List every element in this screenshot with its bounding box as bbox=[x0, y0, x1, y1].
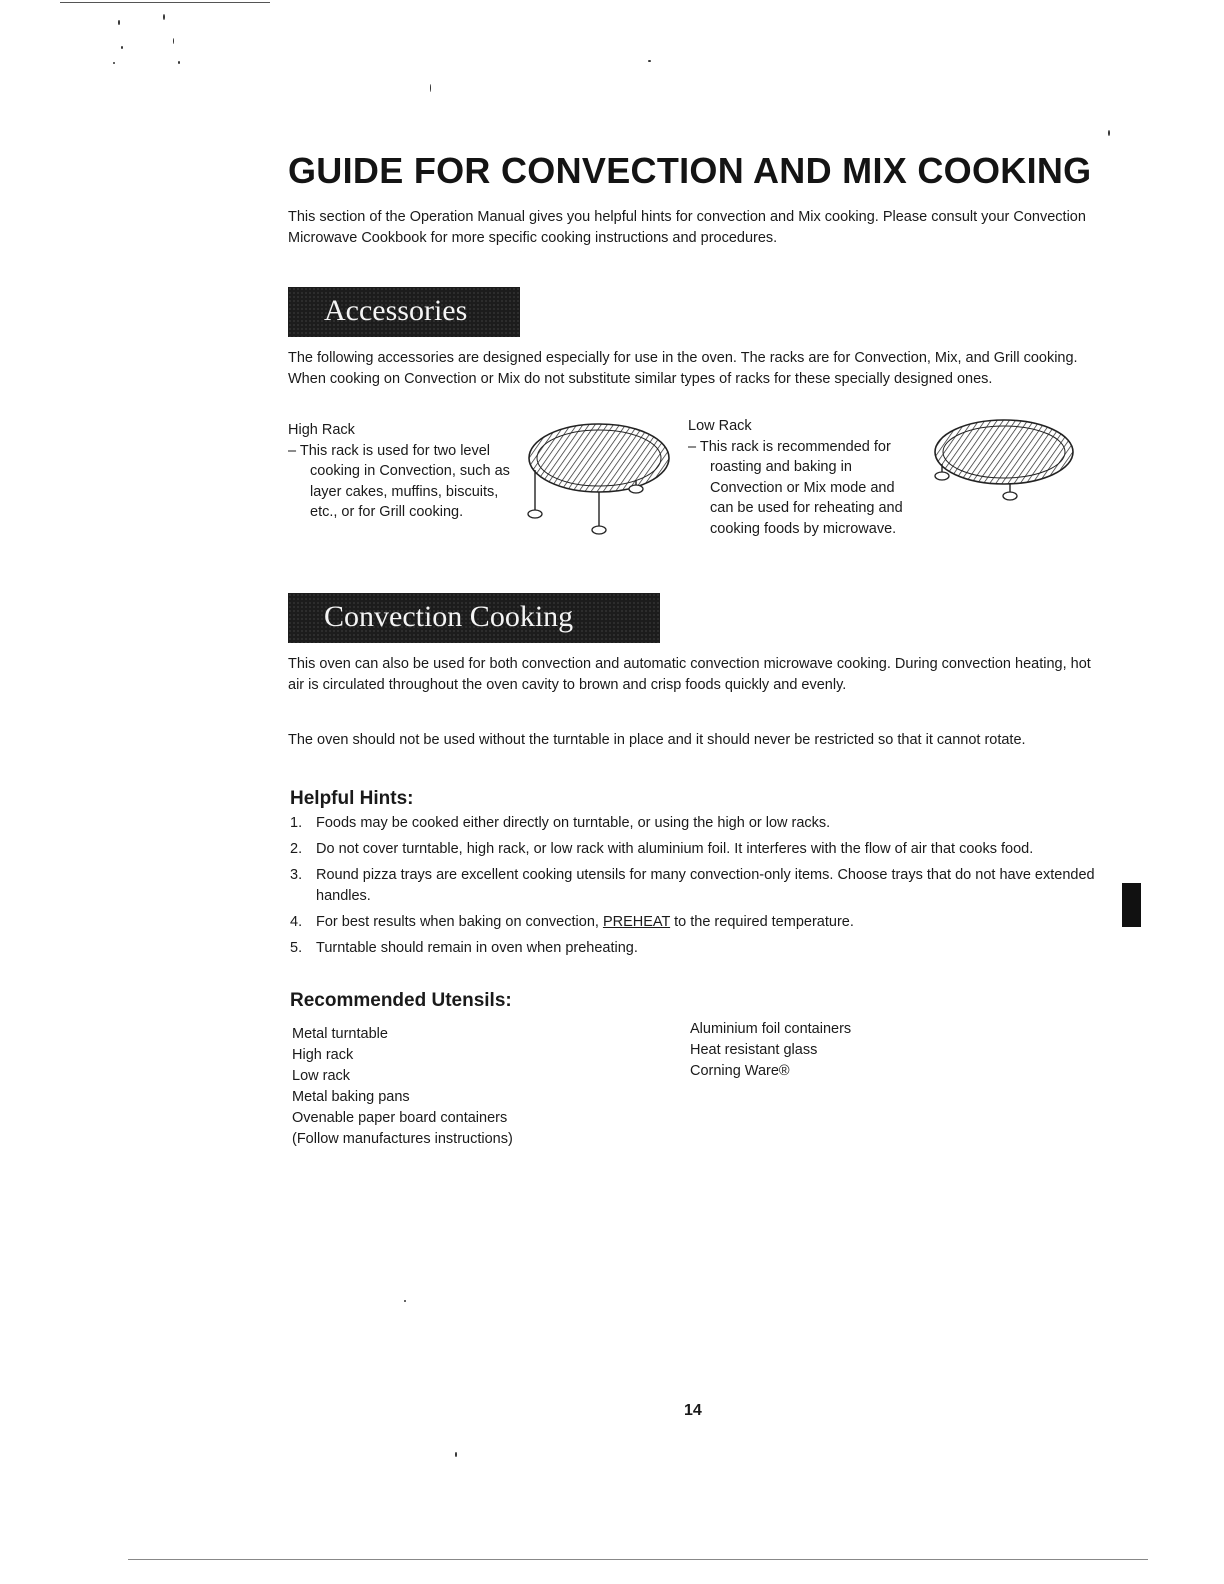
list-item-text: Turntable should remain in oven when preheating. bbox=[316, 940, 638, 956]
high-rack-description: – This rack is used for two level cooking in Convection, such as layer cakes, muffins, biscuits, etc., or for Grill cooking. bbox=[288, 442, 510, 520]
list-item bbox=[290, 912, 1096, 933]
list-item-text-end: to the required temperature. bbox=[670, 914, 854, 930]
page-title: GUIDE FOR CONVECTION AND MIX COOKING bbox=[288, 150, 1092, 191]
high-rack-title: High Rack bbox=[288, 422, 355, 438]
list-item bbox=[290, 839, 1096, 860]
page-number: 14 bbox=[684, 1402, 702, 1419]
low-rack-illustration bbox=[928, 414, 1078, 506]
high-rack-illustration bbox=[520, 418, 676, 542]
low-rack-block bbox=[688, 416, 908, 539]
scan-speck bbox=[178, 61, 180, 64]
list-item: Metal baking pans bbox=[292, 1089, 410, 1105]
preheat-emphasis: PREHEAT bbox=[602, 914, 671, 930]
helpful-hints-heading: Helpful Hints: bbox=[290, 788, 414, 809]
intro-paragraph: This section of the Operation Manual gives you helpful hints for convection and Mix cooking. Please consult your Convection Microwave Cookbook for more specific cooking instructions and procedures. bbox=[288, 209, 1086, 246]
list-item-text-start: For best results when baking on convection, bbox=[316, 914, 603, 930]
scan-speck bbox=[1108, 130, 1110, 136]
accessories-paragraph: The following accessories are designed especially for use in the oven. The racks are for Convection, Mix, and Grill cooking. When cooking on Convection or Mix do not substitute similar types of racks for these specially designed ones. bbox=[288, 350, 1078, 387]
list-item: Metal turntable bbox=[292, 1026, 388, 1042]
scan-speck bbox=[113, 62, 115, 64]
list-item-number: 2. bbox=[290, 841, 303, 857]
recommended-utensils-heading: Recommended Utensils: bbox=[290, 990, 512, 1011]
convection-paragraph-1: This oven can also be used for both convection and automatic convection microwave cooking. During convection heating, hot air is circulated throughout the oven cavity to brown and crisp foods quickly and evenly. bbox=[288, 656, 1091, 693]
convection-cooking-heading: Convection Cooking bbox=[288, 593, 660, 643]
list-item-text: Round pizza trays are excellent cooking utensils for many convection-only items. Choose trays that do not have extended handles. bbox=[316, 867, 1095, 904]
list-item: Corning Ware® bbox=[690, 1063, 790, 1079]
high-rack-block bbox=[288, 420, 510, 523]
scan-speck bbox=[173, 38, 174, 44]
list-item: Aluminium foil containers bbox=[690, 1021, 852, 1037]
list-item bbox=[290, 865, 1096, 907]
list-item-number: 1. bbox=[290, 815, 303, 831]
scan-speck bbox=[430, 84, 431, 92]
list-item: High rack bbox=[292, 1047, 354, 1063]
list-item-number: 5. bbox=[290, 940, 303, 956]
convection-paragraph-2: The oven should not be used without the turntable in place and it should never be restricted so that it cannot rotate. bbox=[288, 732, 1026, 748]
list-item: Heat resistant glass bbox=[690, 1042, 818, 1058]
accessories-heading: Accessories bbox=[288, 287, 520, 337]
scan-speck bbox=[121, 46, 123, 49]
utensils-list-right bbox=[690, 1019, 990, 1082]
list-item bbox=[290, 938, 1096, 959]
list-item-number: 3. bbox=[290, 867, 303, 883]
low-rack-description: – This rack is recommended for roasting and baking in Convection or Mix mode and can be used for reheating and cooking foods by microwave. bbox=[688, 438, 903, 537]
scan-speck bbox=[163, 14, 165, 20]
section-edge-tab bbox=[1122, 883, 1141, 927]
utensils-list-left bbox=[292, 1024, 612, 1150]
scan-speck bbox=[404, 1300, 406, 1302]
list-item: Ovenable paper board containers bbox=[292, 1110, 508, 1126]
helpful-hints-list bbox=[290, 813, 1096, 964]
list-item-text: Do not cover turntable, high rack, or low rack with aluminium foil. It interferes with the flow of air that cooks food. bbox=[316, 841, 1034, 857]
scan-edge-line-bottom bbox=[128, 1559, 1148, 1560]
scan-speck bbox=[455, 1452, 457, 1457]
list-item: Low rack bbox=[292, 1068, 351, 1084]
scan-edge-line-top bbox=[60, 2, 270, 3]
scan-speck bbox=[648, 60, 651, 62]
list-item: (Follow manufactures instructions) bbox=[292, 1131, 513, 1147]
scan-speck bbox=[118, 20, 120, 25]
list-item-text: Foods may be cooked either directly on turntable, or using the high or low racks. bbox=[316, 815, 831, 831]
list-item bbox=[290, 813, 1096, 834]
low-rack-title: Low Rack bbox=[688, 418, 752, 434]
list-item-number: 4. bbox=[290, 914, 303, 930]
